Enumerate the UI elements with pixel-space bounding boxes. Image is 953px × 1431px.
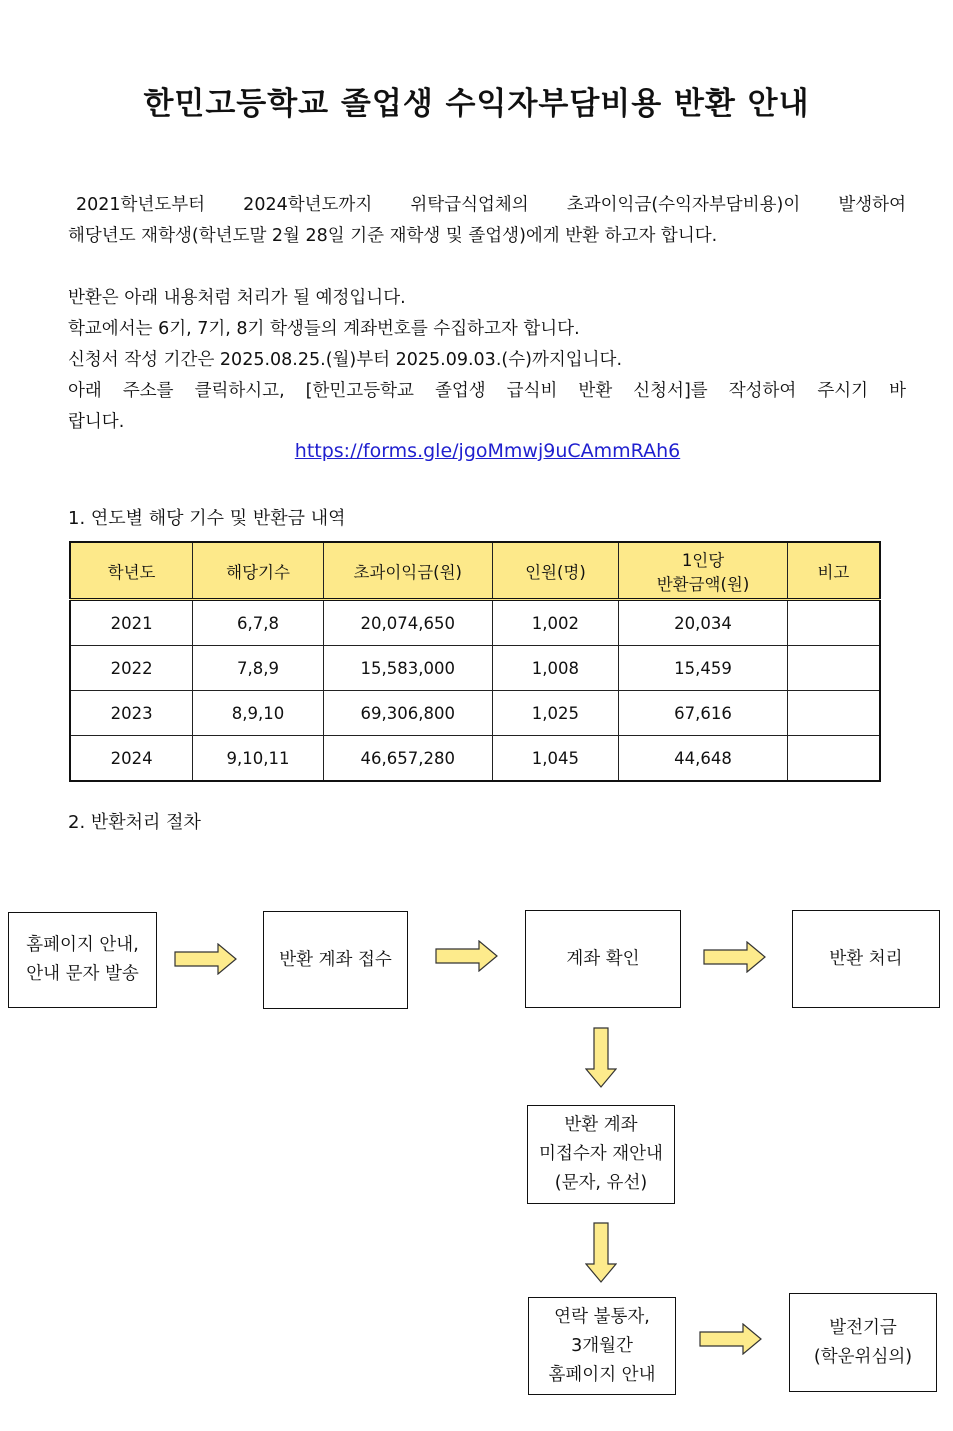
cell-generation: 9,10,11 bbox=[193, 736, 324, 782]
flow-step-1-line-2: 안내 문자 발송 bbox=[26, 964, 139, 984]
flow-step-re-notice bbox=[527, 1105, 675, 1204]
cell-note bbox=[787, 691, 880, 736]
notice-line-1: 반환은 아래 내용처럼 처리가 될 예정입니다. bbox=[68, 288, 406, 308]
application-form-link[interactable]: https://forms.gle/jgoMmwj9uCAmmRAh6 bbox=[294, 440, 681, 462]
notice-line-5: 랍니다. bbox=[68, 412, 125, 432]
notice-line-3: 신청서 작성 기간은 2025.08.25.(월)부터 2025.09.03.(수)까지입니다. bbox=[68, 350, 623, 370]
cell-generation: 6,7,8 bbox=[193, 600, 324, 646]
header-year: 학년도 bbox=[70, 542, 193, 600]
flow-step-development-fund bbox=[789, 1293, 937, 1392]
down-arrow-icon bbox=[585, 1027, 617, 1089]
cell-per-person: 20,034 bbox=[619, 600, 788, 646]
header-generation: 해당기수 bbox=[193, 542, 324, 600]
flow-step-7-line-1: 발전기금 bbox=[829, 1317, 897, 1338]
cell-per-person: 15,459 bbox=[619, 646, 788, 691]
header-per-person-line-2: 반환금액(원) bbox=[656, 574, 750, 594]
cell-excess-profit: 15,583,000 bbox=[323, 646, 492, 691]
flow-step-5-line-3: (문자, 유선) bbox=[554, 1173, 648, 1193]
header-per-person bbox=[619, 542, 788, 600]
flow-step-3-label: 계좌 확인 bbox=[566, 948, 640, 969]
table-header-row bbox=[70, 542, 880, 600]
cell-people: 1,045 bbox=[492, 736, 619, 782]
cell-people: 1,008 bbox=[492, 646, 619, 691]
cell-per-person: 44,648 bbox=[619, 736, 788, 782]
refund-table bbox=[69, 541, 881, 782]
flow-step-5-line-1: 반환 계좌 bbox=[564, 1115, 638, 1135]
down-arrow-icon bbox=[585, 1222, 617, 1284]
flow-step-refund-process bbox=[792, 910, 940, 1008]
table-row bbox=[70, 691, 880, 736]
header-per-person-line-1: 1인당 bbox=[681, 550, 725, 570]
notice-line-4: 아래 주소를 클릭하시고, [한민고등학교 졸업생 급식비 반환 신청서]를 작성하여 주시기 바 bbox=[68, 381, 906, 401]
cell-note bbox=[787, 600, 880, 646]
cell-note bbox=[787, 736, 880, 782]
cell-year: 2024 bbox=[70, 736, 193, 782]
flow-step-6-line-3: 홈페이지 안내 bbox=[548, 1364, 656, 1385]
right-arrow-icon bbox=[435, 940, 499, 972]
section-2-title: 2. 반환처리 절차 bbox=[68, 812, 201, 833]
cell-people: 1,025 bbox=[492, 691, 619, 736]
flow-step-7-line-2: (학운위심의) bbox=[813, 1346, 913, 1367]
cell-excess-profit: 20,074,650 bbox=[323, 600, 492, 646]
notice-line-2: 학교에서는 6기, 7기, 8기 학생들의 계좌번호를 수집하고자 합니다. bbox=[68, 319, 580, 339]
table-row bbox=[70, 600, 880, 646]
flow-step-unreachable-notice bbox=[528, 1297, 676, 1395]
table-row bbox=[70, 646, 880, 691]
flow-step-6-line-2: 3개월간 bbox=[571, 1335, 633, 1356]
flow-step-1-line-1: 홈페이지 안내, bbox=[26, 935, 139, 955]
intro-line-1: 2021학년도부터 2024학년도까지 위탁급식업체의 초과이익금(수익자부담비용)이 발생하여 bbox=[76, 195, 906, 215]
flow-step-4-label: 반환 처리 bbox=[829, 948, 903, 969]
flow-step-account-check bbox=[525, 910, 681, 1008]
header-people: 인원(명) bbox=[492, 542, 619, 600]
cell-people: 1,002 bbox=[492, 600, 619, 646]
cell-per-person: 67,616 bbox=[619, 691, 788, 736]
intro-line-2: 해당년도 재학생(학년도말 2월 28일 기준 재학생 및 졸업생)에게 반환 하고자 합니다. bbox=[68, 226, 718, 246]
cell-generation: 8,9,10 bbox=[193, 691, 324, 736]
right-arrow-icon bbox=[174, 943, 238, 975]
flow-step-account-receipt bbox=[263, 911, 408, 1009]
right-arrow-icon bbox=[703, 941, 767, 973]
right-arrow-icon bbox=[699, 1323, 763, 1355]
cell-year: 2022 bbox=[70, 646, 193, 691]
table-row bbox=[70, 736, 880, 782]
cell-note bbox=[787, 646, 880, 691]
cell-generation: 7,8,9 bbox=[193, 646, 324, 691]
cell-excess-profit: 46,657,280 bbox=[323, 736, 492, 782]
flow-step-6-line-1: 연락 불통자, bbox=[554, 1306, 650, 1327]
flow-step-homepage-notice bbox=[8, 912, 157, 1008]
flow-step-5-line-2: 미접수자 재안내 bbox=[539, 1144, 663, 1164]
header-excess-profit: 초과이익금(원) bbox=[323, 542, 492, 600]
cell-year: 2021 bbox=[70, 600, 193, 646]
header-note: 비고 bbox=[787, 542, 880, 600]
flow-step-2-label: 반환 계좌 접수 bbox=[279, 949, 392, 970]
cell-year: 2023 bbox=[70, 691, 193, 736]
section-1-title: 1. 연도별 해당 기수 및 반환금 내역 bbox=[68, 508, 346, 529]
page-title: 한민고등학교 졸업생 수익자부담비용 반환 안내 bbox=[143, 86, 810, 122]
cell-excess-profit: 69,306,800 bbox=[323, 691, 492, 736]
